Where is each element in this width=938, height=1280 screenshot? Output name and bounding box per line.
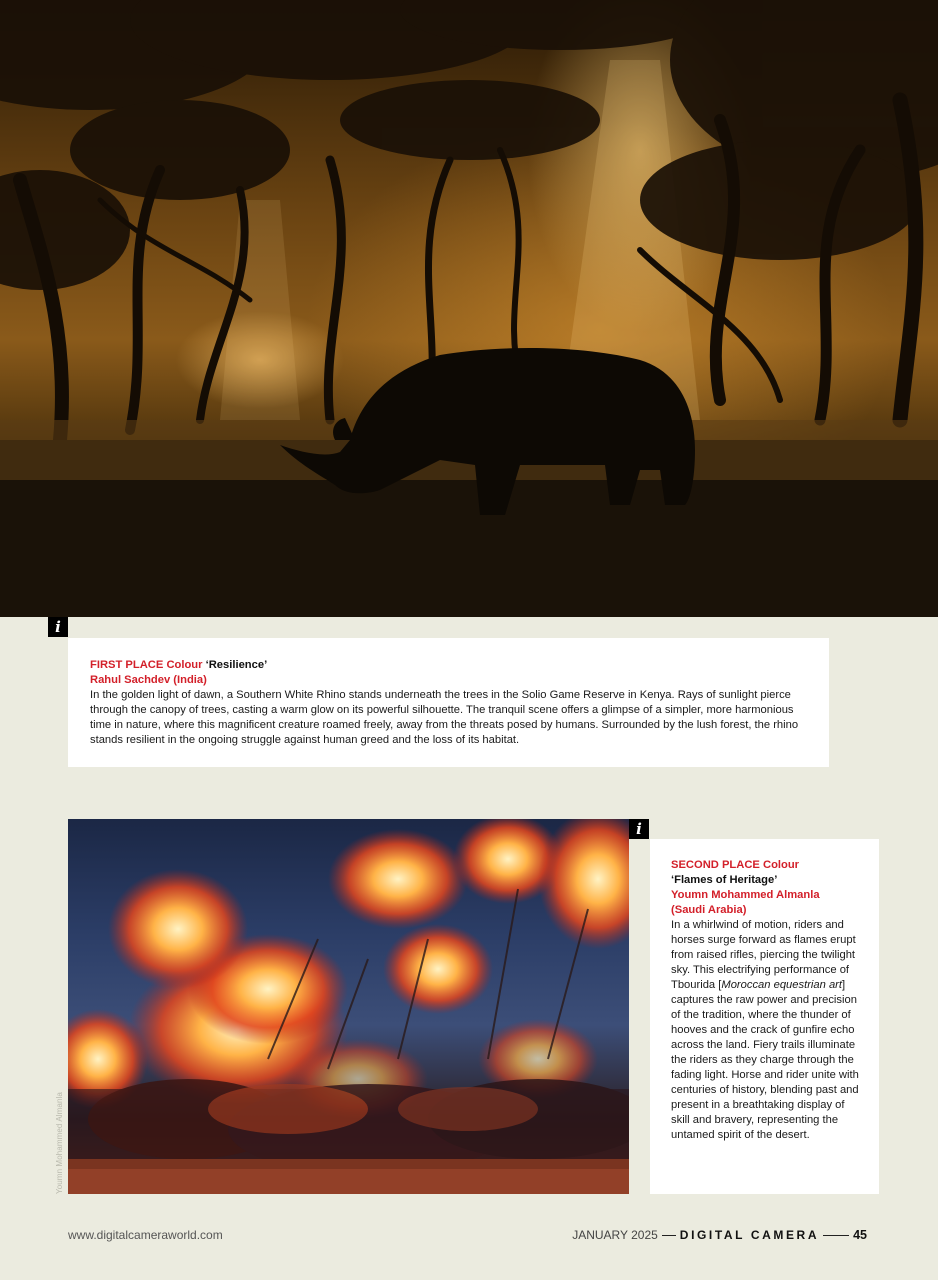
rhino-photo-illustration [0, 0, 938, 617]
caption-body-part-1: In a whirlwind of motion, riders and horses surge forward as flames erupt from raised rifles, piercing the twilight sky. This electrifying performance of Tbourida [ [671, 919, 856, 991]
info-icon[interactable]: i [629, 819, 649, 839]
website-url[interactable]: www.digitalcameraworld.com [68, 1228, 223, 1242]
caption-first-place [68, 638, 829, 767]
rhino-photo [0, 0, 938, 617]
tbourida-photo [68, 819, 629, 1194]
caption-body [671, 918, 861, 1143]
caption-body: In the golden light of dawn, a Southern White Rhino stands underneath the trees in the Solio Game Reserve in Kenya. Rays of sunlight pierce through the canopy of trees, casting a warm glow on its powerful silhouette. The tranquil scene offers a glimpse of a simpler, more harmonious time in nature, where this magnificent creature roamed freely, away from the threats posed by humans. Surrounded by the lush forest, the rhino stands resilient in the ongoing struggle against human greed and the loss of its habitat. [90, 689, 799, 746]
info-icon[interactable]: i [48, 617, 68, 637]
caption-body-part-2: ] captures the raw power and precision of the tradition, where the thunder of hooves and the crack of gunfire echo across the land. Fiery trails illuminate the riders as they charge through the fading light. Horse and rider unite with centuries of history, blending past and present in a breathtaking display of skill and bravery, representing the untamed spirit of the desert. [671, 979, 859, 1141]
photographer-country: (Saudi Arabia) [671, 904, 747, 916]
caption-body-italic: Moroccan equestrian art [721, 979, 843, 991]
caption-first-place-heading [90, 658, 807, 673]
photo-credit: Youmn Mohammed Almanla [55, 1092, 64, 1194]
photo-title: ‘Flames of Heritage’ [671, 874, 778, 886]
award-label: FIRST PLACE Colour [90, 659, 203, 671]
caption-second-place [650, 839, 879, 1194]
photographer-name: Youmn Mohammed Almanla [671, 889, 820, 901]
issue-date: JANUARY 2025 [572, 1228, 658, 1242]
folio-divider [823, 1235, 849, 1236]
magazine-name: DIGITAL CAMERA [679, 1228, 820, 1242]
page-number: 45 [853, 1228, 867, 1242]
tbourida-photo-illustration [68, 819, 629, 1194]
photo-title: ‘Resilience’ [205, 659, 268, 671]
award-label: SECOND PLACE Colour [671, 859, 800, 871]
folio-divider [662, 1235, 676, 1236]
folio [572, 1228, 867, 1242]
photographer-name: Rahul Sachdev (India) [90, 674, 207, 686]
